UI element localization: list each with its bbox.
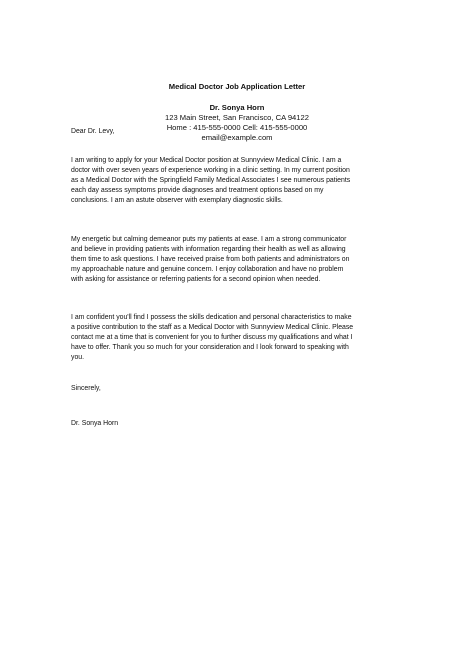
paragraph-line: I am confident you'll find I possess the skills dedication and personal characteristics to make xyxy=(71,314,352,321)
signature-name: Dr. Sonya Horn xyxy=(71,420,119,427)
paragraph-line: with asking for assistance or referring patients for a second opinion when needed. xyxy=(71,276,321,283)
sender-phones: Home : 415-555-0000 Cell: 415-555-0000 xyxy=(166,123,308,132)
paragraph-2 xyxy=(71,235,411,285)
sender-address: 123 Main Street, San Francisco, CA 94122 xyxy=(165,113,309,122)
paragraph-line: each day assess symptoms provide diagnoses and treatment options based on my xyxy=(71,187,324,194)
paragraph-line: and believe in providing patients with information regarding their health as well as allowing xyxy=(71,246,346,253)
document-title: Medical Doctor Job Application Letter xyxy=(168,82,306,91)
paragraph-3 xyxy=(71,313,411,363)
closing: Sincerely, xyxy=(71,385,101,392)
paragraph-line: doctor with over seven years of experience working in a clinic setting. In my current position xyxy=(71,167,350,174)
paragraph-line: my approachable nature and genuine concern. I enjoy collaboration and have no problem xyxy=(71,266,344,273)
paragraph-line: them time to ask questions. I have received praise from both patients and administrators on xyxy=(71,256,350,263)
paragraph-line: contact me at a time that is convenient for you to further discuss my qualifications and what I xyxy=(71,334,353,341)
paragraph-1 xyxy=(71,156,411,206)
salutation: Dear Dr. Levy, xyxy=(71,128,115,135)
paragraph-line: as a Medical Doctor with the Springfield Family Medical Associates I see numerous patients xyxy=(71,177,351,184)
paragraph-line: conclusions. I am an astute observer with exemplary diagnostic skills. xyxy=(71,197,283,204)
paragraph-line: I am writing to apply for your Medical Doctor position at Sunnyview Medical Clinic. I am a xyxy=(71,157,342,164)
paragraph-line: have to offer. Thank you so much for your consideration and I look forward to speaking with xyxy=(71,344,349,351)
paragraph-line: a positive contribution to the staff as a Medical Doctor with Sunnyview Medical Clinic. Please xyxy=(71,324,354,331)
paragraph-line: My energetic but calming demeanor puts my patients at ease. I am a strong communicator xyxy=(71,236,347,243)
sender-email: email@example.com xyxy=(201,133,273,142)
sender-name: Dr. Sonya Horn xyxy=(209,103,265,112)
paragraph-line: you. xyxy=(71,354,85,361)
